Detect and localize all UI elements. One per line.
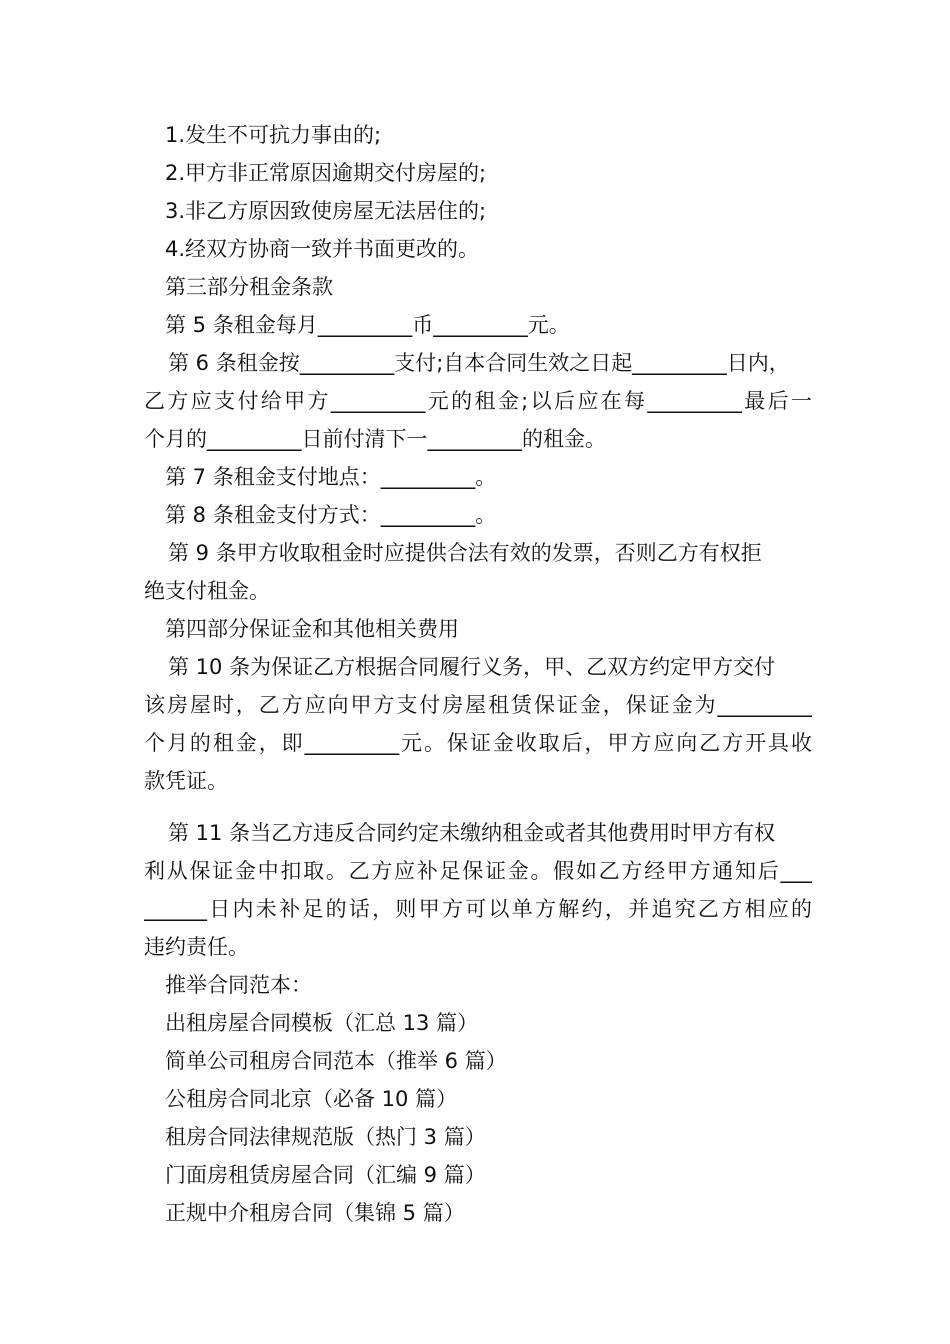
list-item-4: 4.经双方协商一致并书面更改的。: [165, 237, 480, 261]
clause-11-line-4: 违约责任。: [144, 935, 249, 959]
clause-10-line-1: 第 10 条为保证乙方根据合同履行义务，甲、乙双方约定甲方交付: [168, 655, 776, 679]
clause-6-line-1: 第 6 条租金按_________支付;自本合同生效之日起_________日内，: [168, 351, 790, 375]
recommended-item-4: 租房合同法律规范版（热门 3 篇）: [165, 1125, 486, 1149]
list-item-1: 1.发生不可抗力事由的;: [165, 123, 382, 147]
clause-10-line-3: 个月的租金，即_________元。保证金收取后，甲方应向乙方开具收: [144, 731, 812, 755]
recommended-item-5: 门面房租赁房屋合同（汇编 9 篇）: [165, 1163, 486, 1187]
recommended-item-3: 公租房合同北京（必备 10 篇）: [165, 1087, 458, 1111]
clause-10-line-4: 款凭证。: [144, 769, 228, 793]
clause-9-line-1: 第 9 条甲方收取租金时应提供合法有效的发票，否则乙方有权拒: [168, 541, 762, 565]
clause-7: 第 7 条租金支付地点：_________。: [165, 465, 497, 489]
recommended-item-6: 正规中介租房合同（集锦 5 篇）: [165, 1201, 465, 1225]
clause-6-line-3: 个月的_________日前付清下一_________的租金。: [144, 427, 606, 451]
list-item-2: 2.甲方非正常原因逾期交付房屋的;: [165, 161, 487, 185]
recommended-item-2: 简单公司租房合同范本（推举 6 篇）: [165, 1049, 507, 1073]
clause-10-line-2: 该房屋时，乙方应向甲方支付房屋租赁保证金，保证金为_________: [144, 693, 812, 717]
clause-9-line-2: 绝支付租金。: [144, 579, 270, 603]
clause-11-line-2: 利从保证金中扣取。乙方应补足保证金。假如乙方经甲方通知后___: [144, 859, 812, 883]
recommended-item-1: 出租房屋合同模板（汇总 13 篇）: [165, 1011, 479, 1035]
section-heading-deposit: 第四部分保证金和其他相关费用: [165, 617, 459, 641]
clause-5: 第 5 条租金每月_________币_________元。: [165, 313, 570, 337]
document-body: [144, 116, 812, 1232]
list-item-3: 3.非乙方原因致使房屋无法居住的;: [165, 199, 487, 223]
paragraph-gap: [144, 800, 812, 814]
clause-6-line-2: 乙方应支付给甲方_________元的租金;以后应在每_________最后一: [144, 389, 812, 413]
section-heading-rent: 第三部分租金条款: [165, 275, 333, 299]
clause-11-line-1: 第 11 条当乙方违反合同约定未缴纳租金或者其他费用时甲方有权: [168, 821, 776, 845]
recommended-heading: 推举合同范本：: [165, 973, 312, 997]
clause-8: 第 8 条租金支付方式：_________。: [165, 503, 497, 527]
clause-11-line-3: ______日内未补足的话，则甲方可以单方解约，并追究乙方相应的: [144, 897, 812, 921]
